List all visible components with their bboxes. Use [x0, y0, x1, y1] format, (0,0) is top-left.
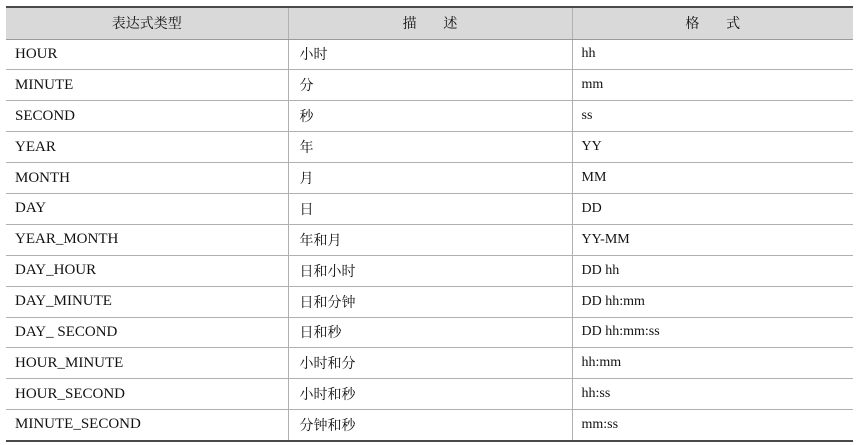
cell-description: 年 [288, 132, 572, 163]
cell-format: MM [572, 163, 853, 194]
cell-type: MINUTE_SECOND [6, 410, 288, 441]
cell-type: HOUR_SECOND [6, 379, 288, 410]
cell-description: 日和分钟 [288, 286, 572, 317]
table-header [6, 7, 853, 39]
table-row [6, 101, 853, 132]
table-row [6, 193, 853, 224]
table-row [6, 70, 853, 101]
table-row [6, 348, 853, 379]
cell-format: hh:ss [572, 379, 853, 410]
table-body [6, 39, 853, 441]
cell-type: DAY_MINUTE [6, 286, 288, 317]
table-row [6, 39, 853, 70]
cell-type: DAY_HOUR [6, 255, 288, 286]
cell-description: 日和秒 [288, 317, 572, 348]
cell-format: DD [572, 193, 853, 224]
cell-description: 分 [288, 70, 572, 101]
cell-format: YY-MM [572, 224, 853, 255]
table-row [6, 132, 853, 163]
cell-type: SECOND [6, 101, 288, 132]
table-row [6, 255, 853, 286]
cell-format: YY [572, 132, 853, 163]
table-row [6, 163, 853, 194]
cell-format: DD hh:mm [572, 286, 853, 317]
cell-format: hh:mm [572, 348, 853, 379]
cell-type: YEAR [6, 132, 288, 163]
table-row [6, 379, 853, 410]
table-row [6, 224, 853, 255]
cell-type: MINUTE [6, 70, 288, 101]
cell-description: 秒 [288, 101, 572, 132]
cell-format: mm [572, 70, 853, 101]
cell-format: DD hh:mm:ss [572, 317, 853, 348]
cell-format: hh [572, 39, 853, 70]
cell-type: DAY [6, 193, 288, 224]
cell-description: 日和小时 [288, 255, 572, 286]
header-expression-type: 表达式类型 [6, 7, 288, 39]
cell-description: 月 [288, 163, 572, 194]
cell-description: 小时和秒 [288, 379, 572, 410]
cell-format: ss [572, 101, 853, 132]
header-format: 格 式 [572, 7, 853, 39]
table-row [6, 286, 853, 317]
cell-format: DD hh [572, 255, 853, 286]
cell-type: HOUR_MINUTE [6, 348, 288, 379]
cell-description: 小时和分 [288, 348, 572, 379]
cell-type: YEAR_MONTH [6, 224, 288, 255]
header-row [6, 7, 853, 39]
table-row [6, 410, 853, 441]
table-row [6, 317, 853, 348]
cell-type: DAY_ SECOND [6, 317, 288, 348]
cell-type: HOUR [6, 39, 288, 70]
interval-type-table-container [6, 6, 853, 442]
cell-description: 日 [288, 193, 572, 224]
cell-type: MONTH [6, 163, 288, 194]
header-description: 描 述 [288, 7, 572, 39]
interval-type-table [6, 6, 853, 442]
cell-description: 小时 [288, 39, 572, 70]
cell-description: 分钟和秒 [288, 410, 572, 441]
cell-description: 年和月 [288, 224, 572, 255]
cell-format: mm:ss [572, 410, 853, 441]
